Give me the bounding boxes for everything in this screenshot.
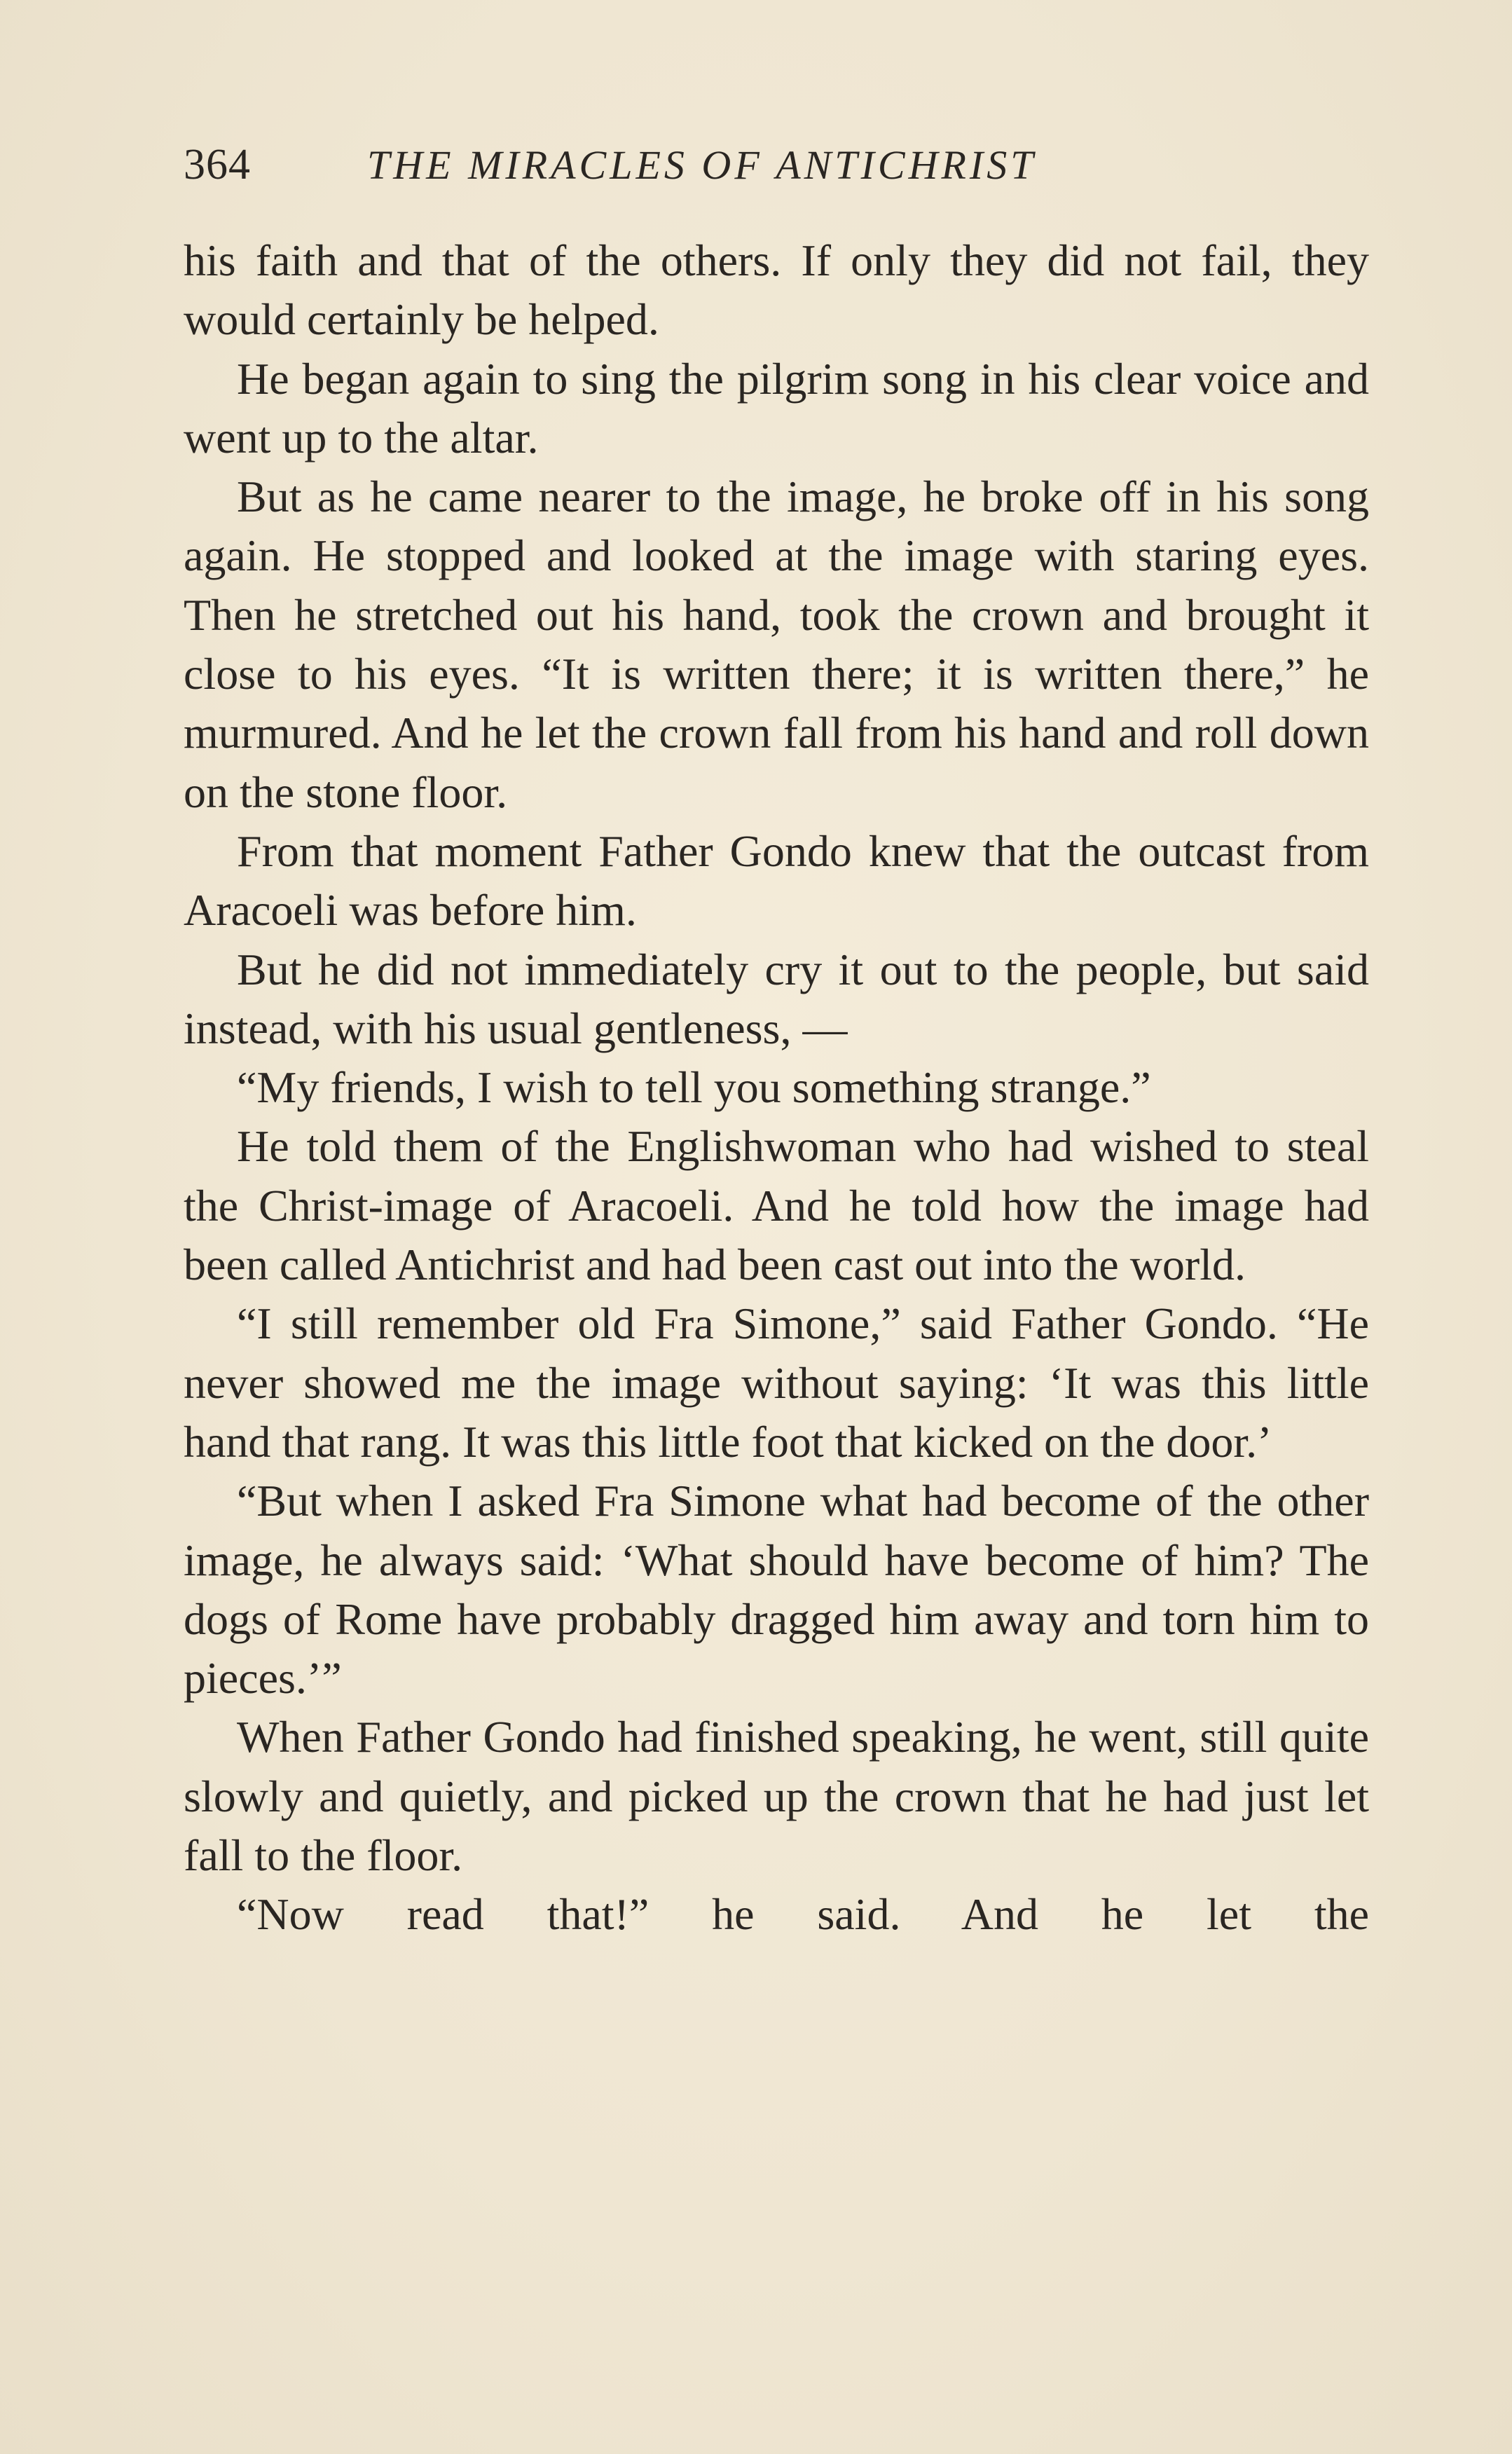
paragraph: When Father Gondo had finished speaking, he went, still quite slowly and quietly, and picked up the crown that he had just let fall to the floor. — [184, 1712, 1369, 1881]
paragraph: “But when I asked Fra Simone what had become of the other image, he always said: ‘What should have become of him? The dogs of Rome have probably dragged him away and torn him to pieces.’” — [184, 1476, 1369, 1704]
paragraph: “I still remember old Fra Simone,” said Father Gondo. “He never showed me the image without saying: ‘It was this little hand that rang. It was this little foot that kicked on the door.’ — [184, 1298, 1369, 1467]
page-number: 364 — [184, 141, 251, 188]
paragraph: From that moment Father Gondo knew that the outcast from Aracoeli was before him. — [184, 825, 1369, 935]
body-text — [184, 231, 1369, 1945]
paragraph: He began again to sing the pilgrim song in his clear voice and went up to the altar. — [184, 353, 1369, 462]
paragraph: But as he came nearer to the image, he broke off in his song again. He stopped and looked at the image with staring eyes. Then he stretched out his hand, took the crown and brought it close to his eyes. “It is written there; it is written there,” he murmured. And he let the crown fall from his hand and roll down on the stone floor. — [184, 472, 1369, 817]
paragraph: “My friends, I wish to tell you something strange.” — [237, 1062, 1151, 1113]
paragraph: “Now read that!” he said. And he let the — [237, 1889, 1369, 1940]
paragraph: his faith and that of the others. If only they did not fail, they would certainly be helped. — [184, 235, 1369, 345]
paragraph: But he did not immediately cry it out to the people, but said instead, with his usual gentleness, — — [184, 944, 1369, 1053]
page-header — [184, 140, 1375, 203]
running-title: THE MIRACLES OF ANTICHRIST — [367, 142, 1037, 188]
paragraph: He told them of the Englishwoman who had wished to steal the Christ-image of Aracoeli. And he told how the image had been called Antichrist and had been cast out into the world. — [184, 1121, 1369, 1290]
